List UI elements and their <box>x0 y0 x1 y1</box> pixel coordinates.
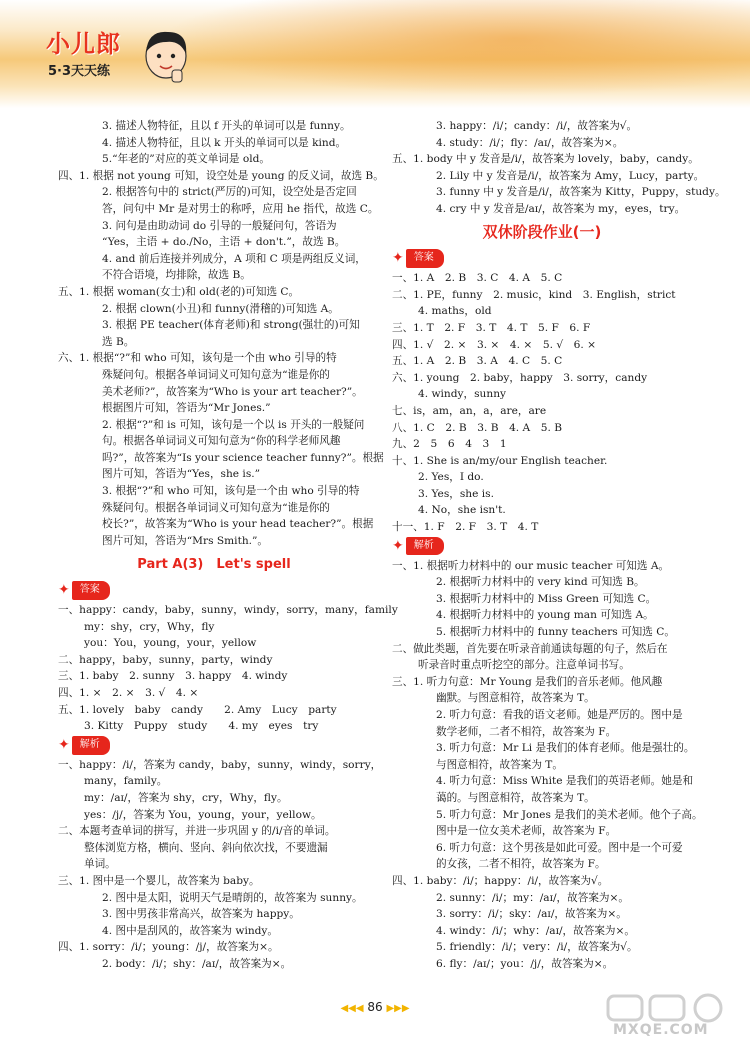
text-line: 6. fly：/aɪ/；you：/j/，故答案为×。 <box>436 957 614 970</box>
text-line: 图片可知，答语为“Yes，she is.” <box>102 468 261 481</box>
badge-star-icon: ✦ <box>392 537 404 554</box>
text-line: 四、1. × 2. × 3. √ 4. × <box>58 687 199 699</box>
answer-badge <box>392 250 444 267</box>
text-line: my：shy，cry，Why，fly <box>84 620 215 633</box>
text-line: 一、1. 根据听力材料中的 our music teacher 可知选 A。 <box>392 559 670 572</box>
text-line: 二、1. PE，funny 2. music，kind 3. English，strict <box>392 288 676 301</box>
text-line: 4. 图中是刮风的，故答案为 windy。 <box>102 924 279 937</box>
text-line: 三、1. 图中是一个婴儿，故答案为 baby。 <box>58 874 260 887</box>
text-line: 2. body：/i/；shy：/aɪ/，故答案为×。 <box>102 957 292 970</box>
text-line: 二、happy，baby，sunny，party，windy <box>58 653 273 666</box>
text-line: 单词。 <box>84 858 116 871</box>
text-line: 三、1. T 2. F 3. T 4. T 5. F 6. F <box>392 321 591 334</box>
text-line: 七、is，am，an，a，are，are <box>392 404 547 417</box>
text-line: 美术老师?”，故答案为“Who is your art teacher?”。 <box>102 385 363 398</box>
answer-badge <box>58 582 110 599</box>
text-line: 整体浏览方格，横向、竖向、斜向依次找，不要遗漏 <box>84 841 328 854</box>
text-line: 答，问句中 Mr 是对男士的称呼，应用 he 指代，故选 C。 <box>102 202 379 215</box>
left-analysis-block <box>58 757 382 973</box>
badge-star-icon: ✦ <box>58 582 70 599</box>
badge-star-icon: ✦ <box>392 250 404 267</box>
text-line: 四、1. baby：/i/；happy：/i/，故答案为√。 <box>392 874 609 887</box>
text-line: 根据图片可知，答语为“Mr Jones.” <box>102 402 271 415</box>
text-line: 不符合语境，均排除，故选 B。 <box>102 269 251 282</box>
watermark-text: MXQE.COM <box>613 1022 709 1038</box>
text-line: 2. 根据听力材料中的 very kind 可知选 B。 <box>436 576 645 589</box>
banner-glow <box>160 0 750 96</box>
text-line: 4. maths，old <box>418 305 492 318</box>
logo <box>40 22 180 96</box>
left-answers-block <box>58 602 398 735</box>
footer-right-arrows-icon: ▶▶▶ <box>386 1003 410 1014</box>
text-line: 3. 听力句意：Mr Li 是我们的体育老师。他是强壮的。 <box>436 742 695 755</box>
text-line: 十一、1. F 2. F 3. T 4. T <box>392 521 539 534</box>
text-line: 八、1. C 2. B 3. B 4. A 5. B <box>392 421 563 434</box>
text-line: 4. 根据听力材料中的 young man 可知选 A。 <box>436 609 654 622</box>
text-line: 殊疑问句。根据各单词词义可知句意为“谁是你的 <box>102 501 330 514</box>
text-line: 幽默。与图意相符，故答案为 T。 <box>436 692 595 705</box>
answer-label: 答案 <box>72 581 110 600</box>
text-line: 句。根据各单词词义可知句意为“你的科学老师风趣 <box>102 435 341 448</box>
text-line: 2. Lily 中 y 发音是/i/，故答案为 Amy，Lucy，party。 <box>436 169 705 182</box>
section-title-part-a3: Part A(3) Let's spell <box>137 557 291 573</box>
text-line: 2. 图中是太阳，说明天气是晴朗的，故答案为 sunny。 <box>102 891 363 904</box>
text-line: 四、1. √ 2. × 3. × 4. × 5. √ 6. × <box>392 338 597 351</box>
analysis-badge <box>58 737 110 754</box>
text-line: 3. sorry：/i/；sky：/aɪ/，故答案为×。 <box>436 908 627 921</box>
section-title-weekend: 双休阶段作业(一) <box>482 222 602 241</box>
text-line: 三、1. baby 2. sunny 3. happy 4. windy <box>58 670 288 683</box>
analysis-label: 解析 <box>72 736 110 755</box>
logo-main-text: 小儿郎 <box>46 30 121 58</box>
text-line: 图片可知，答语为“Mrs Smith.”。 <box>102 534 269 547</box>
text-line: 五、1. lovely baby candy 2. Amy Lucy party <box>58 703 337 716</box>
text-line: 5. 听力句意：Mr Jones 是我们的美术老师。他个子高。 <box>436 808 703 821</box>
right-analysis-block <box>392 558 703 973</box>
text-line: 六、1. young 2. baby，happy 3. sorry，candy <box>392 371 648 384</box>
text-line: my：/aɪ/，答案为 shy，cry，Why，fly。 <box>84 791 288 804</box>
text-line: 五、1. body 中 y 发音是/i/，故答案为 lovely，baby，candy。 <box>392 153 699 166</box>
text-line: 3. Yes，she is. <box>418 487 494 500</box>
text-line: 4. windy，sunny <box>418 388 507 401</box>
text-line: 一、1. A 2. B 3. C 4. A 5. C <box>392 272 563 285</box>
text-line: 六、1. 根据“?”和 who 可知，该句是一个由 who 引导的特 <box>58 352 337 365</box>
text-line: 3. funny 中 y 发音是/i/，故答案为 Kitty，Puppy，study。 <box>436 186 726 199</box>
text-line: 听录音时重点听挖空的部分。注意单词书写。 <box>418 659 630 672</box>
text-line: 三、1. 听力句意：Mr Young 是我们的音乐老师。他风趣 <box>392 675 663 688</box>
text-line: 数学老师，二者不相符，故答案为 F。 <box>436 725 617 738</box>
text-line: “Yes，主语 + do./No，主语 + don't.”，故选 B。 <box>102 236 346 249</box>
text-line: 图中是一位女美术老师，故答案为 F。 <box>436 825 617 838</box>
text-line: 2. 根据 clown(小丑)和 funny(滑稽的)可知选 A。 <box>102 302 339 315</box>
text-line: 二、做此类题，首先要在听录音前通读每题的句子，然后在 <box>392 642 668 655</box>
text-line: 5. friendly：/i/；very：/i/，故答案为√。 <box>436 941 638 954</box>
text-line: 3. 根据听力材料中的 Miss Green 可知选 C。 <box>436 592 657 605</box>
text-line: 2. 根据“?”和 is 可知，该句是一个以 is 开头的一般疑问 <box>102 418 365 431</box>
text-line: 一、happy：candy，baby，sunny，windy，sorry，many，family <box>58 604 398 617</box>
analysis-badge <box>392 538 444 555</box>
text-line: 2. sunny：/i/；my：/aɪ/，故答案为×。 <box>436 891 629 904</box>
text-line: 五、1. 根据 woman(女士)和 old(老的)可知选 C。 <box>58 285 300 298</box>
text-line: 3. 根据 PE teacher(体育老师)和 strong(强壮的)可知 <box>102 319 360 332</box>
text-line: 4. windy：/i/；why：/aɪ/，故答案为×。 <box>436 924 635 937</box>
text-line: 选 B。 <box>102 335 135 348</box>
text-line: 4. 听力句意：Miss White 是我们的英语老师。她是和 <box>436 775 694 788</box>
logo-sub-text: 5·3天天练 <box>48 64 111 79</box>
text-line: 4. No，she isn't. <box>418 504 506 517</box>
page-number: 86 <box>367 1000 383 1014</box>
text-line: 五、1. A 2. B 3. A 4. C 5. C <box>392 355 563 368</box>
text-line: 吗?”，故答案为“Is your science teacher funny?”。根据 <box>102 451 384 464</box>
text-line: 3. 根据“?”和 who 可知，该句是一个由 who 引导的特 <box>102 485 360 498</box>
right-answers-block <box>392 270 692 536</box>
text-line: 4. 描述人物特征，且以 k 开头的单词可以是 kind。 <box>102 136 347 149</box>
text-line: 2. 听力句意：看我的语文老师。她是严厉的。图中是 <box>436 709 683 721</box>
text-line: 四、1. 根据 not young 可知，设空处是 young 的反义词，故选 B。 <box>58 169 384 182</box>
text-line: 3. 描述人物特征，且以 f 开头的单词可以是 funny。 <box>102 120 351 132</box>
text-line: 4. study：/i/；fly：/aɪ/，故答案为×。 <box>436 136 624 149</box>
text-line: 校长?”，故答案为“Who is your head teacher?”。根据 <box>102 518 374 531</box>
text-line: 2. 根据答句中的 strict(严厉的)可知，设空处是否定回 <box>102 186 357 199</box>
text-line: you：You，young，your，yellow <box>84 637 257 650</box>
text-line: 5.“年老的”对应的英文单词是 old。 <box>102 153 270 166</box>
mascot-icon <box>136 26 196 88</box>
text-line: 3. happy：/i/；candy：/i/，故答案为√。 <box>436 120 638 132</box>
text-line: 5. 根据听力材料中的 funny teachers 可知选 C。 <box>436 626 675 639</box>
text-line: 二、本题考查单词的拼写，并进一步巩固 y 的/i/音的单词。 <box>58 825 336 838</box>
text-line: 4. cry 中 y 发音是/aɪ/，故答案为 my，eyes，try。 <box>436 202 686 215</box>
answer-label: 答案 <box>406 249 444 268</box>
right-pre-block <box>392 118 726 218</box>
text-line: 殊疑问句。根据各单词词义可知句意为“谁是你的 <box>102 368 330 381</box>
text-line: 2. Yes，I do. <box>418 471 484 484</box>
header-banner <box>0 0 750 108</box>
text-line: 十、1. She is an/my/our English teacher. <box>392 454 608 467</box>
text-line: 3. 问句是由助动词 do 引导的一般疑问句，答语为 <box>102 219 337 232</box>
text-line: 蔼的。与图意相符，故答案为 T。 <box>436 791 595 804</box>
left-pre-block <box>58 118 384 549</box>
text-line: 九、2 5 6 4 3 1 <box>392 438 507 451</box>
text-line: 6. 听力句意：这个男孩是如此可爱。图中是一个可爱 <box>436 841 683 854</box>
text-line: 的女孩，二者不相符，故答案为 F。 <box>436 858 606 871</box>
right-column <box>392 118 726 973</box>
text-line: 与图意相符，故答案为 T。 <box>436 758 563 771</box>
text-line: 3. 图中男孩非常高兴，故答案为 happy。 <box>102 908 300 921</box>
text-line: yes：/j/，答案为 You，young，your，yellow。 <box>84 808 322 821</box>
text-line: 一、happy：/i/，答案为 candy，baby，sunny，windy，sorry， <box>58 758 382 771</box>
footer-left-arrows-icon: ◀◀◀ <box>340 1003 364 1014</box>
left-column <box>58 118 398 973</box>
text-line: 4. and 前后连接并列成分，A 项和 C 项是两组反义词， <box>102 252 366 265</box>
text-line: 四、1. sorry：/i/；young：/j/，故答案为×。 <box>58 941 279 954</box>
text-line: many，family。 <box>84 775 168 788</box>
badge-star-icon: ✦ <box>58 736 70 753</box>
analysis-label: 解析 <box>406 537 444 556</box>
text-line: 3. Kitty Puppy study 4. my eyes try <box>84 720 319 733</box>
